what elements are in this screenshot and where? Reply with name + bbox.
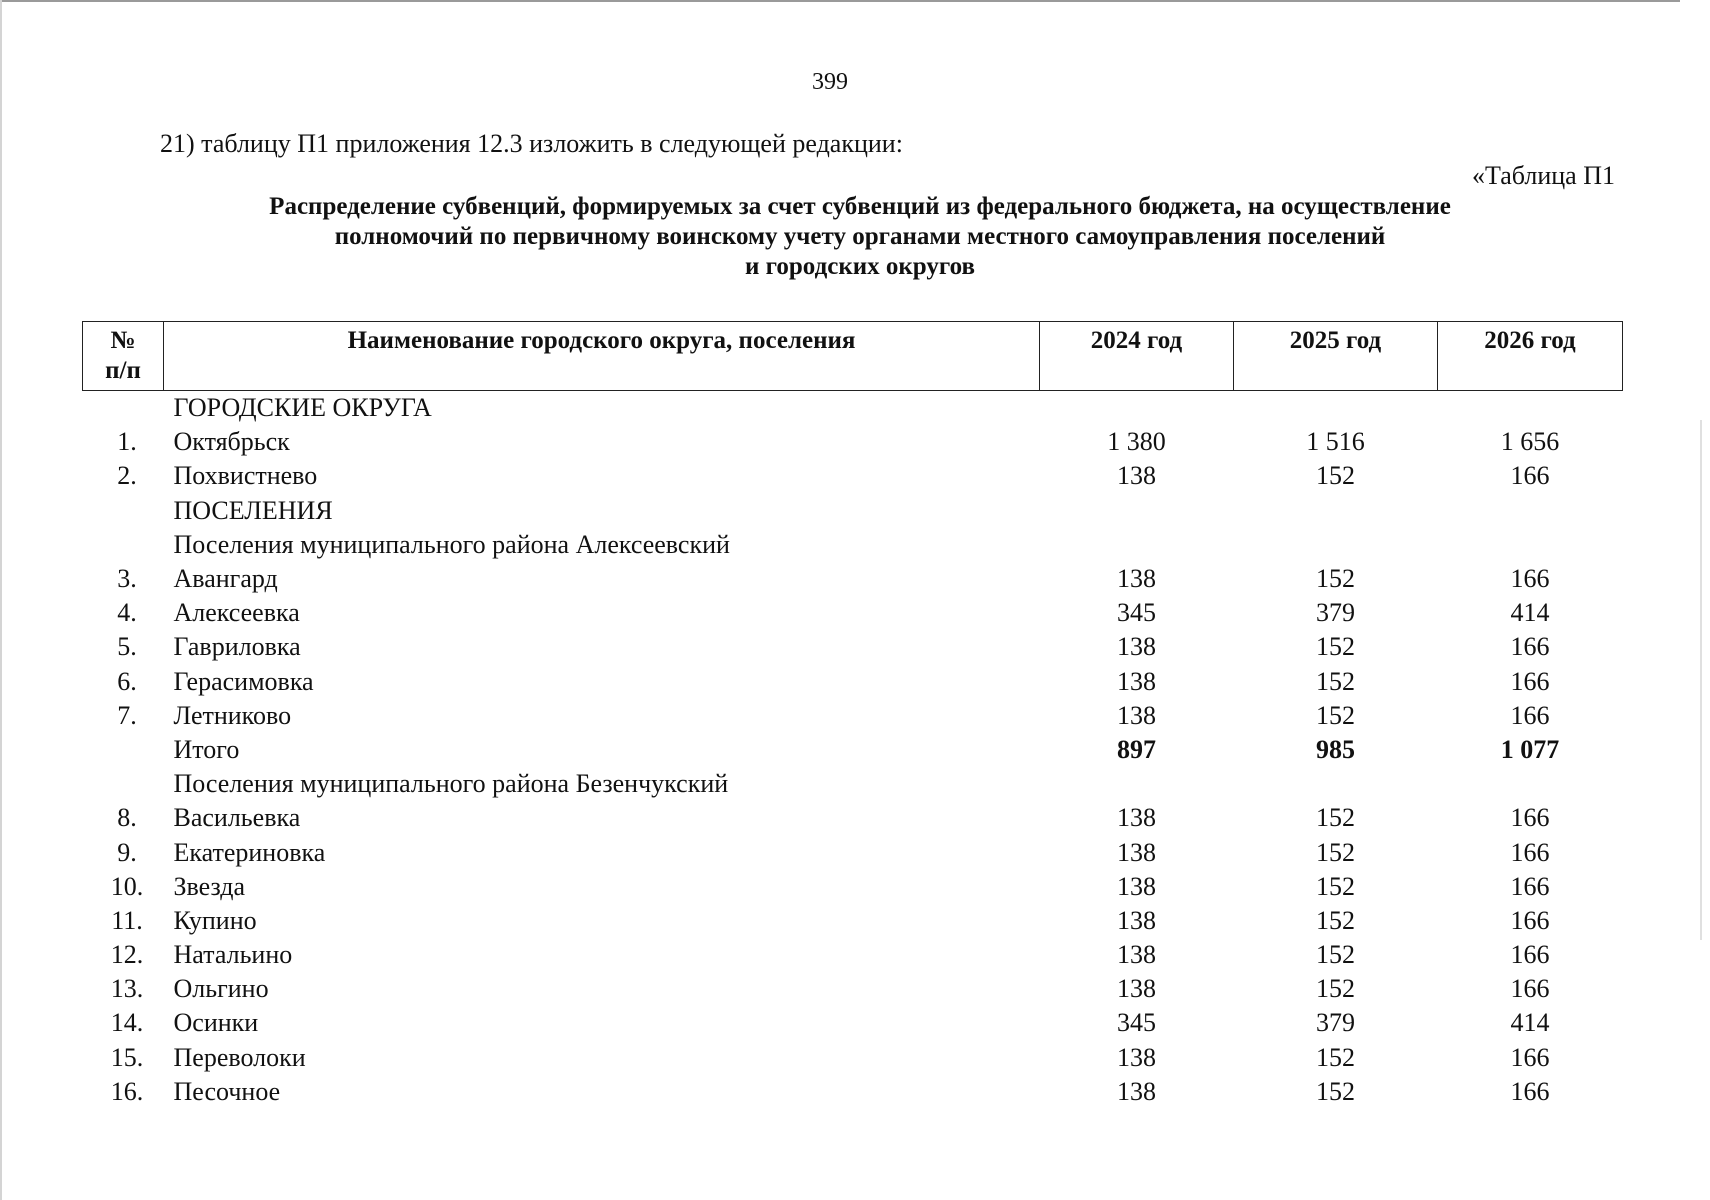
header-2025: 2025 год: [1234, 322, 1438, 391]
row-name: Ольгино: [173, 974, 269, 1004]
value-2025: 152: [1316, 700, 1355, 730]
header-name: Наименование городского округа, поселения: [164, 322, 1040, 391]
row-number: 8.: [117, 803, 137, 833]
row-number: 15.: [110, 1042, 144, 1072]
scan-left-edge: [0, 0, 2, 1200]
row-name: Октябрьск: [173, 427, 290, 457]
subvention-table: [82, 321, 1623, 1109]
value-2024: [1040, 767, 1234, 801]
row-name: Васильевка: [173, 803, 301, 833]
page-number: 399: [812, 69, 848, 95]
value-2025: 152: [1316, 461, 1355, 491]
value-2026: 166: [1510, 461, 1550, 491]
table-title: [160, 192, 1560, 282]
table-row: [83, 425, 1623, 459]
row-number: 3.: [117, 564, 137, 594]
value-2024: 138: [1117, 803, 1156, 833]
row-name: Алексеевка: [173, 598, 300, 628]
table-row: [83, 767, 1623, 801]
row-number: 6.: [117, 666, 137, 696]
value-2026: [1438, 767, 1623, 801]
row-number: 12.: [110, 940, 144, 970]
value-2026: 166: [1510, 974, 1550, 1004]
header-number-line: п/п: [105, 357, 141, 384]
value-2026: 414: [1510, 598, 1550, 628]
value-2025: 152: [1316, 1042, 1355, 1072]
row-name: Натальино: [173, 940, 293, 970]
row-number: 16.: [110, 1076, 144, 1106]
value-2024: 138: [1117, 905, 1156, 935]
row-number: 14.: [110, 1008, 144, 1038]
value-2025: 152: [1316, 803, 1355, 833]
table-row: [83, 1041, 1623, 1075]
table-row: [83, 801, 1623, 835]
table-row: [83, 733, 1623, 767]
table-body: [83, 391, 1623, 1109]
value-2024: [1040, 494, 1234, 528]
value-2024: 138: [1117, 700, 1156, 730]
value-2025: 152: [1316, 974, 1355, 1004]
value-2024: 138: [1117, 461, 1156, 491]
scan-right-edge: [1700, 420, 1702, 940]
row-name: Осинки: [173, 1008, 259, 1038]
table-row: [83, 904, 1623, 938]
value-2025: [1234, 767, 1438, 801]
value-2024: 138: [1117, 1076, 1156, 1106]
value-2025: 379: [1316, 598, 1355, 628]
row-number: 7.: [117, 700, 137, 730]
header-2026: 2026 год: [1438, 322, 1623, 391]
value-2026: 166: [1510, 803, 1550, 833]
value-2024: [1040, 528, 1234, 562]
row-number: 13.: [110, 974, 144, 1004]
value-2024: 345: [1117, 598, 1156, 628]
table-header: [83, 322, 1623, 391]
row-number: [83, 494, 164, 528]
row-name: Герасимовка: [173, 666, 314, 696]
value-2024: 138: [1117, 871, 1156, 901]
value-2026: [1438, 528, 1623, 562]
row-name: Переволоки: [173, 1042, 306, 1072]
table-title-line: полномочий по первичному воинскому учету органами местного самоуправления поселений: [334, 223, 1386, 250]
table-row: [83, 1006, 1623, 1040]
table-row: [83, 1075, 1623, 1109]
table-row: [83, 391, 1623, 426]
value-2026: 166: [1510, 564, 1550, 594]
value-2026: 166: [1510, 1042, 1550, 1072]
value-2024: 897: [1117, 734, 1156, 764]
value-2026: 166: [1510, 700, 1550, 730]
value-2026: [1438, 494, 1623, 528]
value-2025: 152: [1316, 837, 1355, 867]
value-2024: 138: [1117, 632, 1156, 662]
table-row: [83, 835, 1623, 869]
value-2026: 166: [1510, 905, 1550, 935]
row-name: Екатериновка: [173, 837, 326, 867]
row-name: ГОРОДСКИЕ ОКРУГА: [173, 393, 432, 423]
table-title-line: Распределение субвенций, формируемых за счет субвенций из федерального бюджета, на осуществление: [269, 193, 1451, 220]
table-row: [83, 459, 1623, 493]
value-2024: 345: [1117, 1008, 1156, 1038]
value-2024: 138: [1117, 974, 1156, 1004]
row-number: 5.: [117, 632, 137, 662]
value-2025: [1234, 391, 1438, 426]
value-2024: 138: [1117, 666, 1156, 696]
table-row: [83, 494, 1623, 528]
row-name: Звезда: [173, 871, 246, 901]
header-number-line: №: [110, 327, 136, 354]
header-2024: 2024 год: [1040, 322, 1234, 391]
row-number: 4.: [117, 598, 137, 628]
table-row: [83, 562, 1623, 596]
value-2024: 138: [1117, 1042, 1156, 1072]
row-number: [83, 767, 164, 801]
row-name: Поселения муниципального района Безенчукский: [173, 769, 729, 799]
row-name: Поселения муниципального района Алексеевский: [173, 529, 730, 559]
row-name: Авангард: [173, 564, 278, 594]
value-2026: 166: [1510, 632, 1550, 662]
table-title-line: и городских округов: [745, 253, 975, 280]
table-row: [83, 699, 1623, 733]
value-2025: 152: [1316, 940, 1355, 970]
value-2026: 166: [1510, 940, 1550, 970]
value-2024: 138: [1117, 837, 1156, 867]
row-number: [83, 528, 164, 562]
value-2025: 152: [1316, 564, 1355, 594]
value-2024: 138: [1117, 940, 1156, 970]
table-row: [83, 596, 1623, 630]
table-row: [83, 972, 1623, 1006]
table-row: [83, 870, 1623, 904]
header-number: [83, 322, 164, 391]
row-number: 1.: [117, 427, 137, 457]
value-2026: 166: [1510, 1076, 1550, 1106]
row-number: 10.: [110, 871, 144, 901]
row-number: 2.: [117, 461, 137, 491]
value-2025: 152: [1316, 871, 1355, 901]
value-2026: [1438, 391, 1623, 426]
value-2025: 152: [1316, 666, 1355, 696]
value-2026: 1 656: [1500, 427, 1560, 457]
row-number: 11.: [111, 905, 143, 935]
value-2026: 166: [1510, 871, 1550, 901]
amendment-instruction: 21) таблицу П1 приложения 12.3 изложить в следующей редакции:: [160, 129, 903, 158]
row-name: ПОСЕЛЕНИЯ: [173, 495, 333, 525]
table-header-row: [83, 322, 1623, 391]
value-2026: 166: [1510, 837, 1550, 867]
row-number: 9.: [117, 837, 137, 867]
table-row: [83, 665, 1623, 699]
value-2025: 152: [1316, 632, 1355, 662]
value-2026: 1 077: [1500, 734, 1560, 764]
row-name: Гавриловка: [173, 632, 301, 662]
value-2025: 152: [1316, 905, 1355, 935]
value-2024: [1040, 391, 1234, 426]
value-2026: 414: [1510, 1008, 1550, 1038]
value-2024: 138: [1117, 564, 1156, 594]
row-name: Песочное: [173, 1076, 281, 1106]
table-row: [83, 528, 1623, 562]
value-2025: 152: [1316, 1076, 1355, 1106]
value-2025: 379: [1316, 1008, 1355, 1038]
row-name: Похвистнево: [173, 461, 318, 491]
row-name: Итого: [173, 734, 240, 764]
table-row: [83, 630, 1623, 664]
row-name: Летниково: [173, 700, 292, 730]
value-2024: 1 380: [1107, 427, 1166, 457]
row-number: [83, 733, 164, 767]
row-name: Купино: [173, 905, 257, 935]
table-label: «Таблица П1: [1472, 161, 1615, 190]
scan-top-border: [0, 0, 1680, 2]
value-2025: 985: [1316, 734, 1355, 764]
value-2025: [1234, 494, 1438, 528]
table-row: [83, 938, 1623, 972]
value-2025: [1234, 528, 1438, 562]
value-2025: 1 516: [1306, 427, 1365, 457]
value-2026: 166: [1510, 666, 1550, 696]
row-number: [83, 391, 164, 426]
